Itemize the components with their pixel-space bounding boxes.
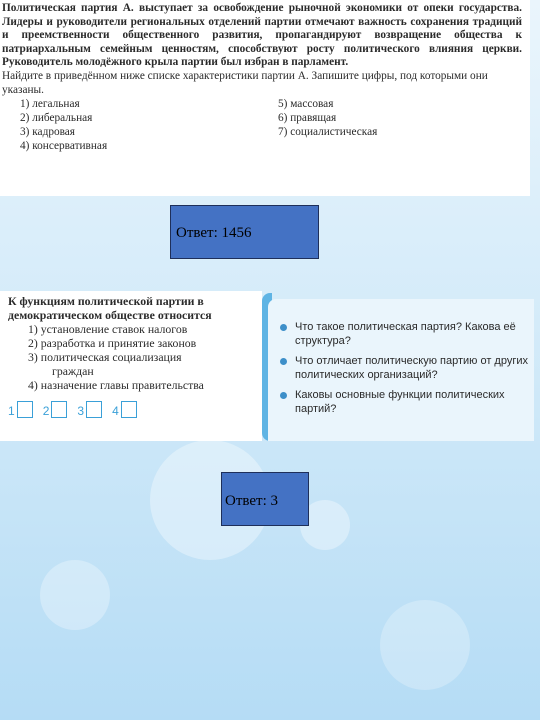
background-bokeh — [40, 560, 110, 630]
options-left-column — [2, 98, 262, 153]
option-item: 3) кадровая — [20, 125, 76, 138]
task-two-heading: К функциям политической партии в демократическом обществе относится — [8, 294, 212, 322]
bullet-icon — [280, 324, 287, 331]
bullet-icon — [280, 358, 287, 365]
checkbox-label: 1 — [8, 404, 15, 418]
question-item — [280, 321, 530, 348]
question-item — [280, 389, 530, 416]
task-one-scan — [0, 0, 530, 196]
answer-box-one: Ответ: 1456 — [170, 205, 319, 259]
questions-panel — [262, 293, 534, 441]
checkbox-label: 2 — [42, 404, 50, 418]
options-right-column — [262, 98, 522, 153]
list-item: 4) назначение главы правительства — [28, 378, 204, 392]
answer-checkboxes — [8, 401, 256, 418]
question-text: Что такое политическая партия? Какова её структура? — [295, 321, 516, 347]
option-item: 5) массовая — [278, 98, 334, 111]
task-one-question: Найдите в приведённом ниже списке характеристики партии А. Запишите цифры, под которыми они указаны. — [2, 69, 488, 96]
checkbox-square[interactable] — [17, 401, 33, 418]
option-item: 4) консервативная — [20, 139, 108, 152]
answer-box-two: Ответ: 3 — [221, 472, 309, 526]
answer-checkbox[interactable] — [112, 401, 137, 418]
option-item: 2) либеральная — [20, 111, 93, 124]
answer-checkbox[interactable] — [43, 401, 68, 418]
checkbox-square[interactable] — [86, 401, 102, 418]
list-item: 1) установление ставок налогов — [28, 322, 188, 336]
list-item: 3) политическая социализация — [28, 350, 182, 364]
checkbox-label: 3 — [77, 404, 85, 418]
option-item: 6) правящая — [278, 111, 337, 124]
background-bokeh — [380, 600, 470, 690]
answer-checkbox[interactable] — [77, 401, 102, 418]
checkbox-square[interactable] — [51, 401, 67, 418]
question-text: Что отличает политическую партию от других политических организаций? — [295, 355, 528, 381]
checkbox-square[interactable] — [121, 401, 137, 418]
question-text: Каковы основные функции политических партий? — [295, 389, 505, 415]
option-item: 1) легальная — [20, 98, 80, 111]
checkbox-label: 4 — [112, 404, 119, 418]
task-one-options — [2, 98, 522, 153]
option-item: 7) социалистическая — [278, 125, 378, 138]
task-two-scan — [0, 291, 262, 441]
list-item-continuation: граждан — [52, 364, 94, 378]
list-item: 2) разработка и принятие законов — [28, 336, 197, 350]
task-one-paragraph: Политическая партия А. выступает за освобождение рыночной экономики от опеки государства. Лидеры и руководители региональных отделений партии отмечают важность сохранения традиций и преемственности общественного развития, пропагандируют возвращение общества к патриархальным семейным ценностям, способствуют росту политического влияния церкви. Руководитель молодёжного крыла партии был избран в парламент. — [2, 2, 522, 69]
questions-panel-body — [268, 299, 534, 441]
answer-checkbox[interactable] — [8, 401, 33, 418]
bullet-icon — [280, 392, 287, 399]
question-item — [280, 355, 530, 382]
